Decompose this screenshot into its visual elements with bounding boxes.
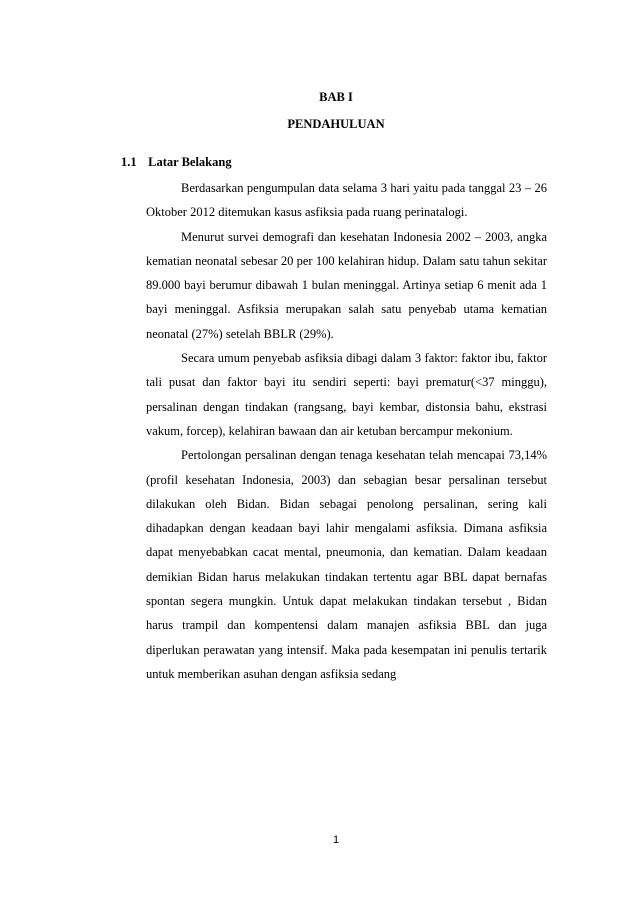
paragraph: Secara umum penyebab asfiksia dibagi dalam 3 faktor: faktor ibu, faktor tali pusat dan faktor bayi itu sendiri seperti: bayi prematur(<37 minggu), persalinan dengan tindakan (rangsang, bayi kembar, distonsia bahu, ekstrasi vakum, forcep), kelahiran bawaan dan air ketuban bercampur mekonium. <box>146 351 547 438</box>
chapter-heading: BAB I <box>319 90 353 104</box>
section-title: Latar Belakang <box>148 155 232 169</box>
paragraph: Pertolongan persalinan dengan tenaga kesehatan telah mencapai 73,14% (profil kesehatan Indonesia, 2003) dan sebagian besar persalinan tersebut dilakukan oleh Bidan. Bidan sebagai penolong persalinan, sering kali dihadapkan dengan keadaan bayi lahir mengalami asfiksia. Dimana asfiksia dapat menyebabkan cacat mental, pneumonia, dan kematian. Dalam keadaan demikian Bidan harus melakukan tindakan tertentu agar BBL dapat bernafas spontan segera mungkin. Untuk dapat melakukan tindakan tersebut , Bidan harus trampil dan kompentensi dalam manajen asfiksia BBL dan juga diperlukan perawatan yang intensif. Maka pada kesempatan ini penulis tertarik untuk memberikan asuhan dengan asfiksia sedang <box>146 448 547 681</box>
section-heading <box>121 155 232 170</box>
page-number: 1 <box>332 834 340 846</box>
section-number: 1.1 <box>121 155 137 169</box>
chapter-title: PENDAHULUAN <box>287 117 385 131</box>
paragraph: Menurut survei demografi dan kesehatan Indonesia 2002 – 2003, angka kematian neonatal sebesar 20 per 100 kelahiran hidup. Dalam satu tahun sekitar 89.000 bayi berumur dibawah 1 bulan meninggal. Artinya setiap 6 menit ada 1 bayi meninggal. Asfiksia merupakan salah satu penyebab utama kematian neonatal (27%) setelah BBLR (29%). <box>146 229 547 341</box>
body-text <box>146 176 547 686</box>
paragraph: Berdasarkan pengumpulan data selama 3 hari yaitu pada tanggal 23 – 26 Oktober 2012 ditemukan kasus asfiksia pada ruang perinatalogi. <box>146 181 547 220</box>
